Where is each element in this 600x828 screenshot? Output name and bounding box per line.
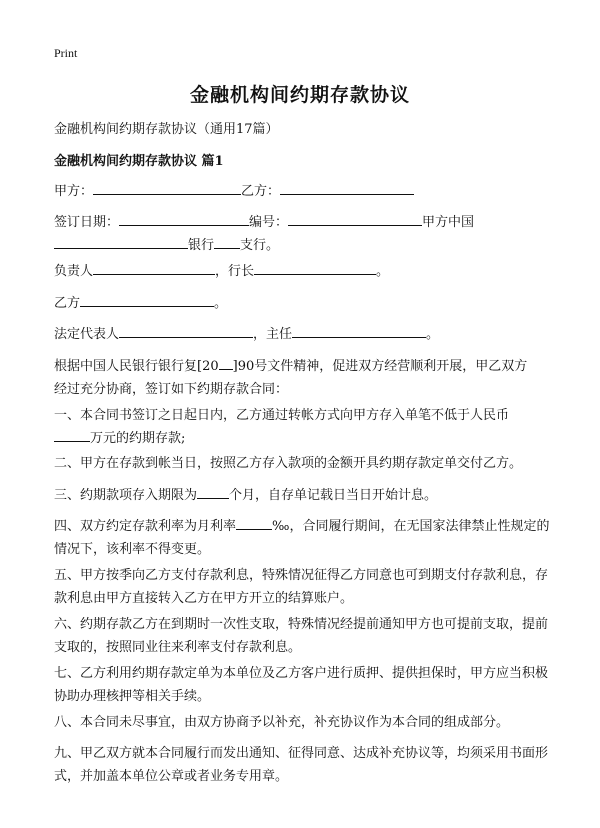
rate-blank: [236, 515, 272, 530]
year-blank: [219, 355, 233, 370]
intro-text-c: 经过充分协商，签订如下约期存款合同：: [54, 382, 289, 397]
clause-3: [54, 484, 554, 507]
document-title: 金融机构间约期存款协议: [189, 84, 410, 106]
clause-4-text-a: 四、双方约定存款利率为月利率: [54, 519, 237, 534]
clause-4-text-b: ‰，合同履行期间，在无国家法律禁止性规定的情况下，该利率不得变更。: [54, 519, 550, 557]
party-b2-label: 乙方: [54, 296, 81, 311]
party-a-china-label: 甲方中国: [422, 215, 475, 230]
clause-4: [54, 515, 554, 561]
branch-label: 支行。: [240, 238, 280, 253]
president-blank: [254, 260, 376, 275]
amount-blank: [54, 427, 90, 442]
principal-period: 。: [376, 264, 390, 279]
clause-1: [54, 404, 554, 450]
director-label: ，主任: [253, 327, 293, 342]
director-blank: [292, 323, 426, 338]
number-label: 编号：: [249, 215, 289, 230]
sign-date-line: [54, 211, 554, 257]
bank-name-blank: [54, 234, 188, 249]
principal-blank: [93, 260, 215, 275]
clause-2: 二、甲方在存款到帐当日，按照乙方存入款项的金额开具约期存款定单交付乙方。: [54, 456, 523, 471]
print-label[interactable]: Print: [54, 46, 78, 60]
legal-rep-label: 法定代表人: [54, 327, 120, 342]
intro-paragraph: [54, 355, 554, 401]
bank-label: 银行: [188, 238, 215, 253]
clause-5: 五、甲方按季向乙方支付存款利息，特殊情况征得乙方同意也可到期支付存款利息，存款利息由甲方直接转入乙方在甲方开立的结算账户。: [54, 568, 549, 606]
legal-rep-blank: [119, 323, 253, 338]
section-title: 金融机构间约期存款协议 篇1: [54, 154, 224, 169]
intro-text-b: ]90号文件精神，促进双方经营顺利开展，甲乙双方: [232, 359, 528, 374]
term-months-blank: [197, 484, 229, 499]
president-label: ，行长: [215, 264, 255, 279]
principal-label: 负责人: [54, 264, 94, 279]
clause-7: 七、乙方利用约期存款定单为本单位及乙方客户进行质押、提供担保时，甲方应当积极协助办理核押等相关手续。: [54, 666, 549, 704]
party-b2-period: 。: [214, 296, 228, 311]
principal-line: [54, 260, 554, 283]
parties-line: [54, 180, 554, 203]
clause-1-text-a: 一、本合同书签订之日起日内，乙方通过转帐方式向甲方存入单笔不低于人民币: [54, 408, 510, 423]
document-subtitle: 金融机构间约期存款协议（通用17篇）: [54, 122, 279, 137]
party-b-line: [54, 292, 554, 315]
party-b-blank: [280, 180, 414, 195]
number-blank: [288, 211, 422, 226]
party-b-label: 乙方：: [241, 184, 281, 199]
clause-3-text-b: 个月，自存单记载日当日开始计息。: [229, 488, 438, 503]
sign-date-blank: [119, 211, 249, 226]
party-b2-blank: [80, 292, 214, 307]
party-a-blank: [93, 180, 241, 195]
legal-rep-line: [54, 323, 554, 346]
clause-3-text-a: 三、约期款项存入期限为: [54, 488, 198, 503]
sign-date-label: 签订日期：: [54, 215, 120, 230]
branch-name-blank: [214, 234, 240, 249]
clause-9: 九、甲乙双方就本合同履行而发出通知、征得同意、达成补充协议等，均须采用书面形式，并加盖本单位公章或者业务专用章。: [54, 746, 549, 784]
clause-6: 六、约期存款乙方在到期时一次性支取，特殊情况经提前通知甲方也可提前支取，提前支取的，按照同业往来利率支付存款利息。: [54, 617, 549, 655]
intro-text-a: 根据中国人民银行银行复[20: [54, 359, 219, 374]
party-a-label: 甲方：: [54, 184, 94, 199]
legal-rep-period: 。: [426, 327, 440, 342]
clause-1-text-b: 万元的约期存款;: [90, 431, 186, 446]
clause-8: 八、本合同未尽事宜，由双方协商予以补充，补充协议作为本合同的组成部分。: [54, 715, 510, 730]
